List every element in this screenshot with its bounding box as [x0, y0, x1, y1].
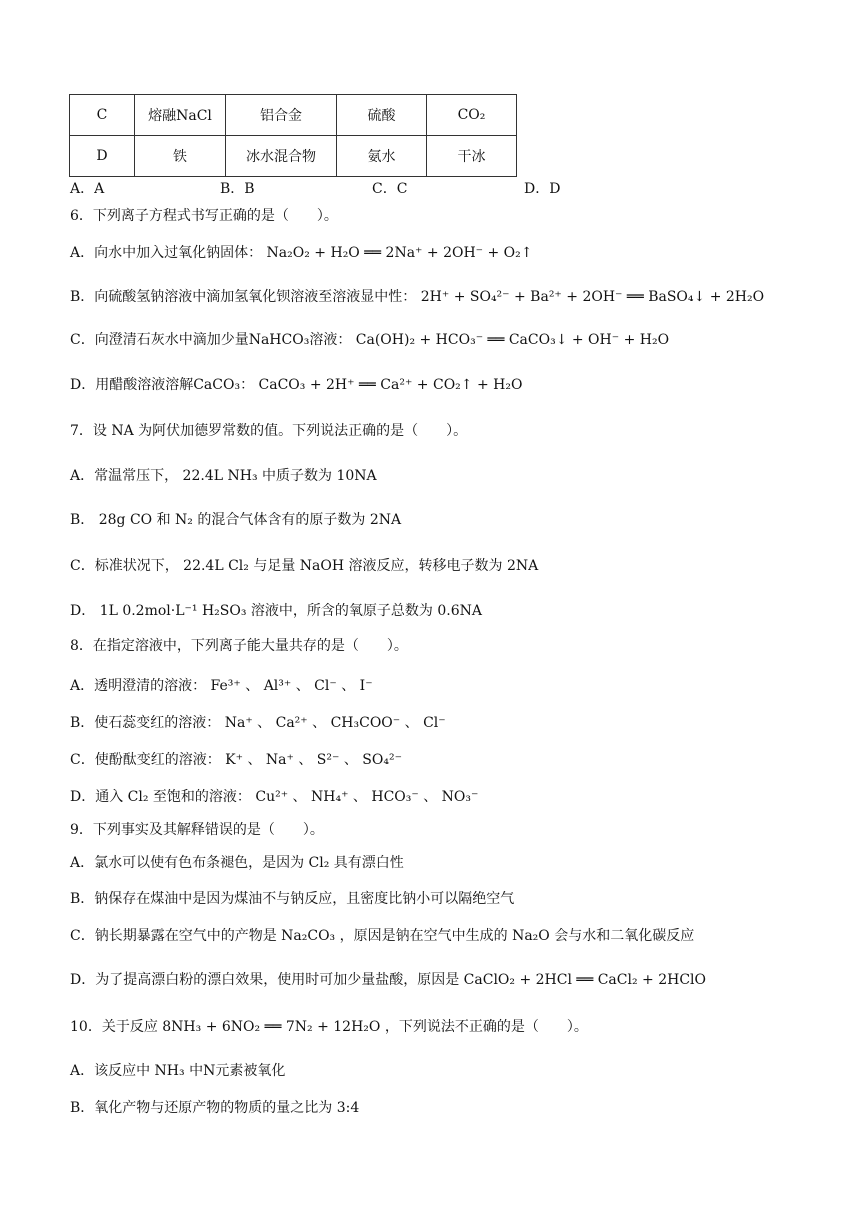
table-row [70, 95, 517, 136]
q5-option-c[interactable]: C．C [372, 181, 408, 197]
table-cell: 氨水 [337, 136, 427, 177]
table-cell: 铝合金 [226, 95, 337, 136]
table-cell: C [70, 95, 135, 136]
q8-stem: 8．在指定溶液中，下列离子能大量共存的是（ ）。 [70, 638, 408, 654]
q7-option-d[interactable]: D． 1L 0.2mol·L⁻¹ H₂SO₃ 溶液中，所含的氧原子总数为 0.6NA [70, 603, 483, 619]
q7-option-b[interactable]: B． 28g CO 和 N₂ 的混合气体含有的原子数为 2NA [70, 512, 402, 528]
q6-option-b[interactable]: B．向硫酸氢钠溶液中滴加氢氧化钡溶液至溶液显中性： 2H⁺ + SO₄²⁻ + Ba²⁺ + 2OH⁻ ══ BaSO₄↓ + 2H₂O [70, 289, 765, 305]
q9-stem: 9．下列事实及其解释错误的是（ ）。 [70, 822, 324, 838]
table-cell: D [70, 136, 135, 177]
q6-option-d[interactable]: D．用醋酸溶液溶解CaCO₃： CaCO₃ + 2H⁺ ══ Ca²⁺ + CO₂↑ + H₂O [70, 377, 523, 393]
q7-option-a[interactable]: A．常温常压下， 22.4L NH₃ 中质子数为 10NA [70, 468, 377, 484]
q10-stem: 10．关于反应 8NH₃ + 6NO₂ ══ 7N₂ + 12H₂O ，下列说法不正确的是（ ）。 [70, 1019, 588, 1035]
q5-option-a[interactable]: A．A [70, 181, 105, 197]
table-cell: 冰水混合物 [226, 136, 337, 177]
q8-option-c[interactable]: C．使酚酞变红的溶液： K⁺ 、 Na⁺ 、 S²⁻ 、 SO₄²⁻ [70, 752, 402, 768]
q10-option-b[interactable]: B．氧化产物与还原产物的物质的量之比为 3:4 [70, 1100, 360, 1116]
q8-option-b[interactable]: B．使石蕊变红的溶液： Na⁺ 、 Ca²⁺ 、 CH₃COO⁻ 、 Cl⁻ [70, 715, 446, 731]
q5-options [70, 178, 770, 198]
q5-option-d[interactable]: D．D [524, 181, 561, 197]
q9-option-a[interactable]: A．氯水可以使有色布条褪色，是因为 Cl₂ 具有漂白性 [70, 855, 404, 871]
q7-option-c[interactable]: C．标准状况下， 22.4L Cl₂ 与足量 NaOH 溶液反应，转移电子数为 2NA [70, 558, 539, 574]
q9-option-b[interactable]: B．钠保存在煤油中是因为煤油不与钠反应，且密度比钠小可以隔绝空气 [70, 891, 515, 907]
q8-option-d[interactable]: D．通入 Cl₂ 至饱和的溶液： Cu²⁺ 、 NH₄⁺ 、 HCO₃⁻ 、 NO₃⁻ [70, 789, 479, 805]
q6-option-c[interactable]: C．向澄清石灰水中滴加少量NaHCO₃溶液： Ca(OH)₂ + HCO₃⁻ ══ CaCO₃↓ + OH⁻ + H₂O [70, 332, 670, 348]
q5-option-b[interactable]: B．B [220, 181, 255, 197]
table-cell: 熔融NaCl [135, 95, 226, 136]
q6-stem: 6．下列离子方程式书写正确的是（ ）。 [70, 208, 338, 224]
q6-option-a[interactable]: A．向水中加入过氧化钠固体： Na₂O₂ + H₂O ══ 2Na⁺ + 2OH⁻ + O₂↑ [70, 245, 533, 261]
table-cell: 铁 [135, 136, 226, 177]
q8-option-a[interactable]: A．透明澄清的溶液： Fe³⁺ 、 Al³⁺ 、 Cl⁻ 、 I⁻ [70, 678, 373, 694]
table-cell: 干冰 [427, 136, 517, 177]
table-row [70, 136, 517, 177]
q10-option-a[interactable]: A．该反应中 NH₃ 中N元素被氧化 [70, 1063, 286, 1079]
classification-table [69, 94, 517, 177]
table-cell: CO₂ [427, 95, 517, 136]
q9-option-c[interactable]: C．钠长期暴露在空气中的产物是 Na₂CO₃ ，原因是钠在空气中生成的 Na₂O 会与水和二氧化碳反应 [70, 928, 695, 944]
q9-option-d[interactable]: D．为了提高漂白粉的漂白效果，使用时可加少量盐酸，原因是 CaClO₂ + 2HCl ══ CaCl₂ + 2HClO [70, 972, 706, 988]
q7-stem: 7．设 NA 为阿伏加德罗常数的值。下列说法正确的是（ ）。 [70, 423, 468, 439]
table-cell: 硫酸 [337, 95, 427, 136]
